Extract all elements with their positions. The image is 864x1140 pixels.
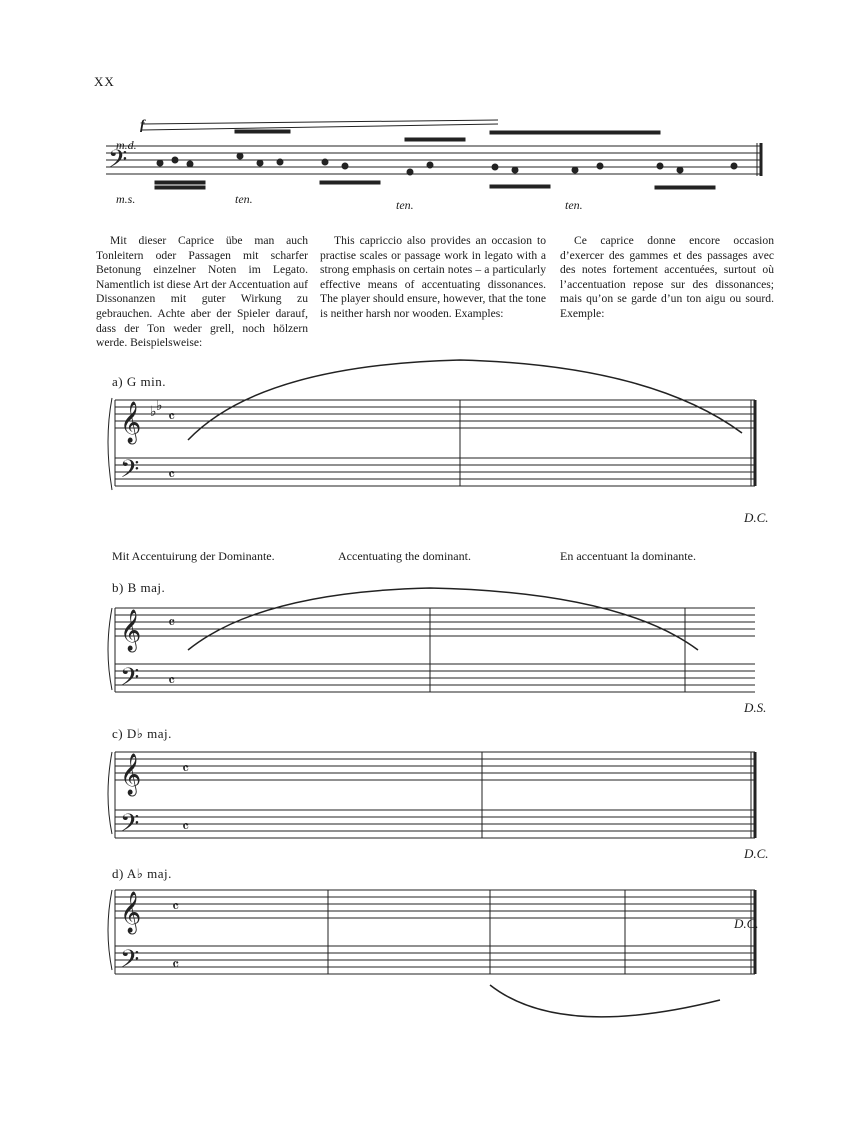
tenuto-marking: ten. [396,198,414,212]
ending-marking-d: D.C. [734,916,759,931]
text-column-french [560,234,774,322]
svg-text:𝄴: 𝄴 [168,407,176,426]
left-hand-marking: m.s. [116,192,136,206]
example-label-a: a) G min. [112,374,166,389]
ending-marking-a: D.C. [744,510,769,525]
svg-text:𝄴: 𝄴 [182,759,190,778]
example-label-d: d) A♭ maj. [112,866,172,881]
english-text: This capriccio also provides an occasion to practise scales or passage work in legato with a strong emphasis on certain notes – a particularly effective means of accentuating dissonances. The player should ensure, however, that the tone is neither harsh nor wooden. Examples: [320,234,546,320]
tenuto-marking: ten. [565,198,583,212]
svg-text:𝄴: 𝄴 [168,613,176,632]
svg-text:𝄢: 𝄢 [120,809,140,844]
svg-text:𝄴: 𝄴 [168,671,176,690]
svg-text:𝄴: 𝄴 [172,897,180,916]
staff-system-d [108,890,755,1017]
svg-text:𝄞: 𝄞 [120,892,142,933]
caption-french: En accentuant la dominante. [560,549,696,563]
tenuto-marking: ten. [235,192,253,206]
text-column-german [96,234,308,351]
svg-text:♭: ♭ [150,404,157,420]
svg-text:𝄴: 𝄴 [172,955,180,974]
svg-text:𝄢: 𝄢 [108,145,128,180]
svg-text:𝄞: 𝄞 [120,754,142,795]
staff-system-b [108,588,755,692]
french-text: Ce caprice donne encore occasion d’exercer des gammes et des passages avec des notes fortement accentuées, surtout où l’accentuation repose sur des dissonances; mais qu’on se garde d’un ton aigu ou sourd. Exemple: [560,234,774,320]
caption-german: Mit Accentuirung der Dominante. [112,549,275,563]
svg-text:𝄢: 𝄢 [120,455,140,490]
svg-text:𝄢: 𝄢 [120,945,140,980]
german-text: Mit dieser Caprice übe man auch Tonleitern oder Passagen mit scharfer Betonung einzelner Noten im Legato. Namentlich ist diese Art der Accentuation auf Dissonanzen mit guter Wirkung zu gebrauchen. Achte aber der Spieler darauf, dass der Ton weder grell, noch hölzern werde. Beispielsweise: [96,234,308,350]
svg-text:𝄞: 𝄞 [120,402,142,443]
svg-text:♭: ♭ [156,398,163,414]
svg-text:𝄴: 𝄴 [182,817,190,836]
example-label-b: b) B maj. [112,580,166,595]
ending-marking-b: D.S. [744,700,767,715]
svg-text:𝄢: 𝄢 [120,663,140,698]
staff-system-a [108,360,755,490]
page-number: XX [94,74,115,89]
right-hand-marking: m.d. [116,138,137,152]
dynamic-forte: f [140,118,145,133]
svg-text:𝄞: 𝄞 [120,610,142,651]
staff-system-c [108,752,755,838]
svg-text:𝄴: 𝄴 [168,465,176,484]
caption-english: Accentuating the dominant. [338,549,471,563]
ending-marking-c: D.C. [744,846,769,861]
text-column-english [320,234,546,322]
example-label-c: c) D♭ maj. [112,726,172,741]
